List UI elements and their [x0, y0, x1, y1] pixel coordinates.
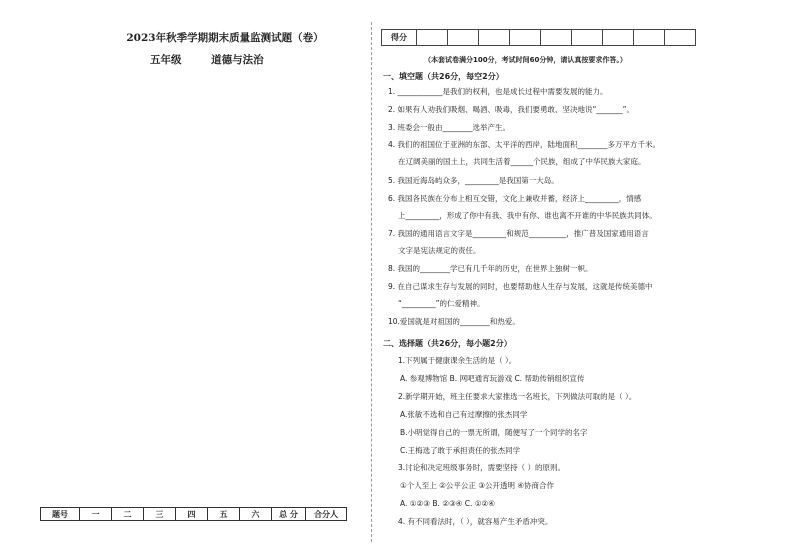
fill-question-continuation: 上_________，形成了你中有我、我中有你、谁也离不开谁的中华民族共同体。: [398, 211, 657, 220]
fill-question-continuation: “_________”的仁爱精神。: [398, 299, 485, 308]
fill-question: 2. 如果有人劝我们吸烟、喝酒、吸毒，我们要勇敢、坚决地说“_______”。: [388, 105, 635, 114]
score-cell-5: 五: [208, 508, 240, 521]
fill-question: 1. ____________是我们的权利，也是成长过程中需要发展的能力。: [388, 87, 608, 96]
choice-statements: ①个人至上 ②公平公正 ③公开透明 ④协商合作: [400, 481, 555, 490]
score-box-cell[interactable]: [572, 30, 603, 46]
score-box-cell[interactable]: [479, 30, 510, 46]
score-summary-table: [40, 507, 347, 521]
fill-question: 4. 我们的祖国位于亚洲的东部、太平洋的西岸，陆地面积________多万平方千米。: [388, 140, 661, 149]
score-box-cell[interactable]: [510, 30, 541, 46]
score-box: [381, 29, 696, 46]
fill-question-continuation: 文字是宪法规定的责任。: [398, 246, 481, 255]
score-cell-2: 二: [112, 508, 144, 521]
fill-question: 7. 我国的通用语言文字是_________和规范__________，推广普及国家通用语言: [388, 229, 649, 238]
score-cell-6: 六: [240, 508, 272, 521]
exam-title: 2023年秋季学期期末质量监测试题（卷）: [126, 32, 324, 44]
choice-question: 3.讨论和决定班级事务时，需要坚持（ ）的原则。: [398, 463, 566, 472]
score-box-cell[interactable]: [541, 30, 572, 46]
choice-question: 1.下列属于健康课余生活的是（ ）。: [398, 356, 517, 365]
score-summary-row: [41, 508, 347, 521]
score-cell-scorer: 合分人: [306, 508, 347, 521]
fill-question: 6. 我国各民族在分布上相互交错，文化上兼收并蓄，经济上_________，情感: [388, 194, 642, 203]
section2-title: 二、选择题（共26分，每小题2分）: [383, 339, 512, 348]
section1-title: 一、填空题（共26分，每空2分）: [383, 72, 504, 81]
fill-question: 10.爱国就是对祖国的________和热爱。: [388, 317, 520, 326]
score-cell-question-no: 题号: [41, 508, 80, 521]
choice-options: A. ①②③ B. ②③④ C. ①②④: [400, 499, 495, 508]
score-box-cell[interactable]: [634, 30, 665, 46]
choice-option: B.小明觉得自己的一票无所谓，随便写了一个同学的名字: [400, 428, 588, 437]
score-box-cell[interactable]: [665, 30, 696, 46]
fill-question-continuation: 在辽阔美丽的国土上，共同生活着______个民族，组成了中华民族大家庭。: [398, 157, 646, 166]
fill-question: 3. 班委会一般由________选举产生。: [388, 123, 511, 132]
score-cell-3: 三: [144, 508, 176, 521]
score-cell-1: 一: [80, 508, 112, 521]
choice-question: 4. 有不同看法时，（ ），就容易产生矛盾冲突。: [398, 517, 553, 526]
score-cell-total: 总 分: [272, 508, 306, 521]
fill-question: 9. 在自己谋求生存与发展的同时，也要帮助他人生存与发展，这就是传统美德中: [388, 282, 653, 291]
choice-options: A. 参观博物馆 B. 网吧通宵玩游戏 C. 帮助传销组织宣传: [400, 374, 585, 383]
score-box-cell[interactable]: [448, 30, 479, 46]
choice-option: A.张敏不选和自己有过摩擦的张杰同学: [400, 410, 528, 419]
fill-question: 5. 我国近海岛屿众多，_________是我国第一大岛。: [388, 176, 559, 185]
score-box-row: [382, 30, 696, 46]
column-divider: [371, 22, 372, 542]
score-cell-4: 四: [176, 508, 208, 521]
score-box-cell[interactable]: [417, 30, 448, 46]
fill-question: 8. 我国的________学已有几千年的历史，在世界上独树一帜。: [388, 264, 593, 273]
choice-option: C.王梅选了敢于承担责任的张杰同学: [400, 446, 521, 455]
grade-label: 五年级: [150, 54, 182, 66]
subject-label: 道德与法治: [211, 54, 264, 66]
subject-line: [150, 52, 300, 67]
choice-question: 2.新学期开始，班主任要求大家推选一名班长，下列做法可取的是（ ）。: [398, 392, 637, 401]
score-box-cell[interactable]: [603, 30, 634, 46]
exam-notice: （本套试卷满分100分，考试时间60分钟，请认真按要求作答。）: [424, 56, 627, 64]
score-box-label: 得分: [382, 30, 417, 46]
